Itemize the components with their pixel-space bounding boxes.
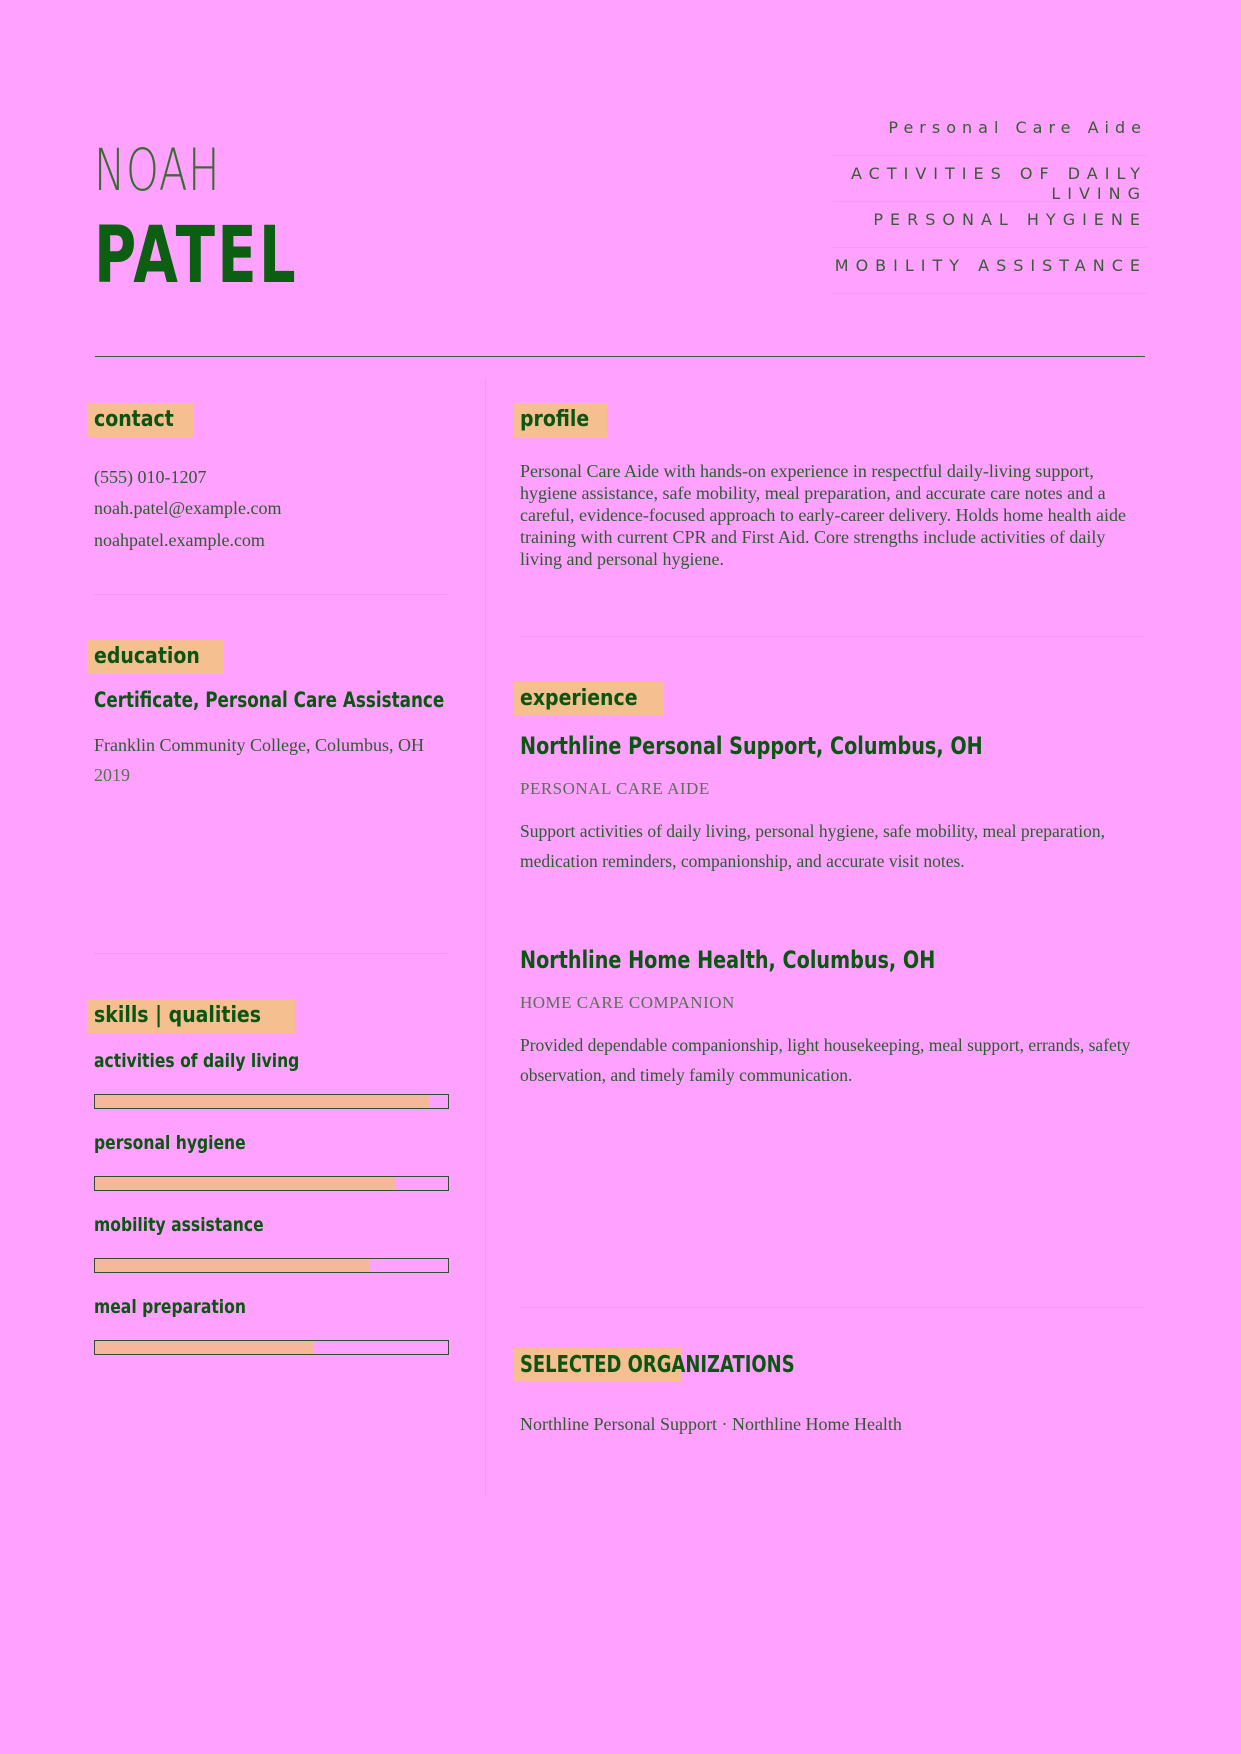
organizations-heading: SELECTED ORGANIZATIONS bbox=[520, 1352, 795, 1378]
education-degree: Certificate, Personal Care Assistance bbox=[94, 688, 445, 712]
skill-label: personal hygiene bbox=[94, 1132, 246, 1154]
job-company: Northline Home Health, Columbus, OH bbox=[520, 946, 936, 974]
section-separator bbox=[94, 594, 447, 595]
skills-heading: skills | qualities bbox=[87, 999, 295, 1033]
education-year: 2019 bbox=[94, 765, 130, 785]
header-divider bbox=[95, 356, 1145, 357]
organizations-list: Northline Personal Support · Northline Home Health bbox=[520, 1414, 902, 1434]
skill-level-fill bbox=[95, 1259, 370, 1272]
experience-heading: experience bbox=[513, 682, 664, 716]
profile-heading: profile bbox=[513, 403, 607, 437]
job-title: HOME CARE COMPANION bbox=[520, 993, 735, 1012]
tagline-job-title: Personal Care Aide bbox=[833, 110, 1147, 156]
tagline-skill: PERSONAL HYGIENE bbox=[833, 202, 1147, 248]
profile-text: Personal Care Aide with hands-on experience in respectful daily-living support, hygiene assistance, safe mobility, meal preparation, and accurate care notes and a careful, evidence-focused approach to early-career delivery. Holds home health aide training with current CPR and First Aid. Core strengths include activities of daily living and personal hygiene. bbox=[520, 461, 1127, 569]
job-title: PERSONAL CARE AIDE bbox=[520, 779, 710, 798]
skill-level-bar bbox=[94, 1340, 449, 1355]
job-description: Provided dependable companionship, light housekeeping, meal support, errands, safety observation, and timely family communication. bbox=[520, 1035, 1131, 1085]
education-heading: education bbox=[87, 640, 224, 674]
skill-level-fill bbox=[95, 1095, 430, 1108]
skill-label: activities of daily living bbox=[94, 1050, 300, 1072]
skill-level-bar bbox=[94, 1176, 449, 1191]
tagline-list bbox=[833, 110, 1147, 294]
tagline-skill: MOBILITY ASSISTANCE bbox=[833, 248, 1147, 294]
first-name: NOAH bbox=[94, 136, 221, 204]
contact-website[interactable]: noahpatel.example.com bbox=[94, 530, 265, 550]
tagline-skill: ACTIVITIES OF DAILY LIVING bbox=[833, 156, 1147, 202]
skill-level-bar bbox=[94, 1258, 449, 1273]
job-company: Northline Personal Support, Columbus, OH bbox=[520, 732, 983, 760]
last-name: PATEL bbox=[94, 211, 298, 301]
section-separator bbox=[520, 636, 1145, 637]
contact-email[interactable]: noah.patel@example.com bbox=[94, 498, 282, 518]
job-description: Support activities of daily living, personal hygiene, safe mobility, meal preparation, medication reminders, companionship, and accurate visit notes. bbox=[520, 821, 1105, 871]
section-separator bbox=[94, 953, 447, 954]
contact-heading: contact bbox=[87, 403, 194, 437]
column-divider bbox=[485, 378, 486, 1496]
skill-label: mobility assistance bbox=[94, 1214, 264, 1236]
skill-level-fill bbox=[95, 1177, 395, 1190]
skill-level-bar bbox=[94, 1094, 449, 1109]
skill-label: meal preparation bbox=[94, 1296, 246, 1318]
section-separator bbox=[520, 1307, 1145, 1308]
skill-level-fill bbox=[95, 1341, 314, 1354]
contact-phone: (555) 010-1207 bbox=[94, 467, 207, 487]
education-school: Franklin Community College, Columbus, OH bbox=[94, 735, 425, 755]
